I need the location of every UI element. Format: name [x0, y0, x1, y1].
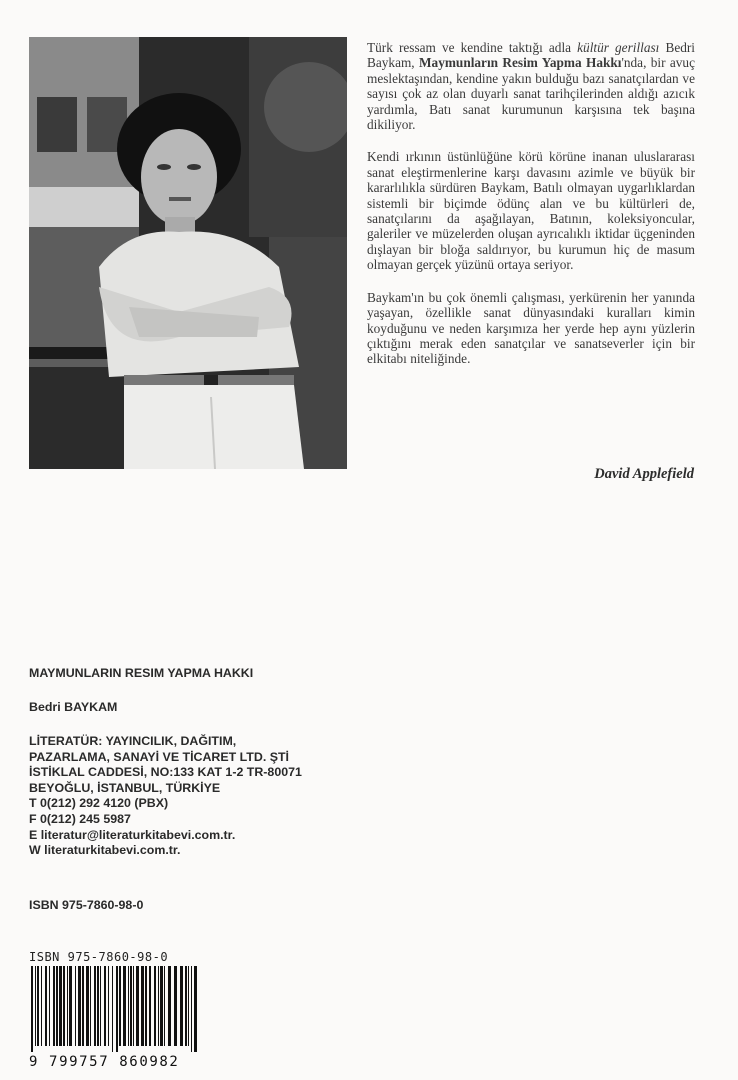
- publisher-line: PAZARLAMA, SANAYİ VE TİCARET LTD. ŞTİ: [29, 749, 289, 764]
- barcode-bar: [41, 966, 42, 1046]
- barcode-bar: [53, 966, 55, 1046]
- barcode-bar: [100, 966, 101, 1046]
- blurb-book-title: Maymunların Resim Yapma Hakkı: [419, 55, 622, 71]
- publisher-line: İSTİKLAL CADDESİ, NO:133 KAT 1-2 TR-80071: [29, 765, 302, 780]
- barcode-isbn-text: ISBN 975-7860-98-0: [29, 950, 169, 964]
- barcode-bar: [45, 966, 47, 1046]
- barcode-bar: [130, 966, 132, 1046]
- isbn-number: ISBN 975-7860-98-0: [29, 898, 144, 912]
- publisher-fax: F 0(212) 245 5987: [29, 811, 131, 826]
- publisher-line: BEYOĞLU, İSTANBUL, TÜRKİYE: [29, 780, 221, 795]
- barcode-bar: [116, 966, 118, 1052]
- barcode-bar: [119, 966, 121, 1046]
- barcode-bar: [185, 966, 187, 1046]
- barcode-bar: [67, 966, 68, 1046]
- barcode-bar: [59, 966, 62, 1046]
- barcode-bar: [31, 966, 33, 1052]
- imprint-author: Bedri BAYKAM: [29, 700, 118, 714]
- barcode-bar: [69, 966, 72, 1046]
- barcode-bar: [37, 966, 39, 1046]
- barcode-bar: [191, 966, 192, 1052]
- blurb-paragraph-1: [367, 40, 695, 132]
- barcode-bar: [136, 966, 139, 1046]
- author-photo: [29, 37, 347, 469]
- barcode-bar: [194, 966, 197, 1052]
- barcode-bar: [90, 966, 91, 1046]
- publisher-info: [29, 734, 302, 859]
- barcode-bar: [104, 966, 106, 1046]
- publisher-website: W literaturkitabevi.com.tr.: [29, 843, 181, 858]
- back-cover-blurb: [367, 40, 695, 384]
- publisher-email: E literatur@literaturkitabevi.com.tr.: [29, 827, 236, 842]
- barcode-bar: [188, 966, 189, 1046]
- publisher-line: LİTERATÜR: YAYINCILIK, DAĞITIM,: [29, 734, 237, 748]
- barcode-bar: [78, 966, 81, 1046]
- blurb-text: 'nda, bir avuç meslektaşından, kendine yakın bulduğu bazı sanatçılardan ve sayısı çok az olan duyarlı sanat tarihçilerinden aldığı azıcık yardımla, Batı sanat kurumunun karşısına tek başına dikiliyor.: [367, 55, 695, 133]
- blurb-paragraph-3: Baykam'ın bu çok önemli çalışması, yerkürenin her yanında yaşayan, özellikle sanat dünyasındaki kuralları kimin koyduğunu ve neden karşımıza her yerde hep aynı yüzlerin çıktığını merak eden sanatçılar ve sanatseverler için bir elkitabı niteliğinde.: [367, 289, 695, 367]
- blurb-paragraph-2: Kendi ırkının üstünlüğüne körü körüne inanan uluslararası sanat eleştirmenlerine karşı davasını azimle ve büyük bir kararlılıkla sürdüren Baykam, Batılı olmayan uygarlıklardan sistemli bir biçimde ödünç alan ve bu kültürleri de, sanatçılarını da aşağılayan, Batının, koleksiyoncular, galeriler ve müzelerden oluşan ayrıcalıklı iktidar üçgeninden dışlayan bir bloğa saldırıyor, bu kurumun hiç de masum olmayan gerçek yüzünü ortaya seriyor.: [367, 149, 695, 273]
- barcode-bar: [158, 966, 159, 1046]
- barcode-bar: [149, 966, 151, 1046]
- blurb-text: Türk ressam ve kendine taktığı adla: [367, 40, 578, 55]
- barcode-bar: [160, 966, 163, 1046]
- barcode-bar: [145, 966, 147, 1046]
- imprint-book-title: MAYMUNLARIN RESIM YAPMA HAKKI: [29, 666, 254, 680]
- barcode-bar: [168, 966, 171, 1046]
- barcode-digits: 9 799757 860982: [29, 1054, 180, 1070]
- barcode-bar: [133, 966, 134, 1046]
- barcode-bar: [112, 966, 113, 1052]
- barcode-bar: [174, 966, 177, 1046]
- barcode-bar: [180, 966, 183, 1046]
- isbn-barcode: [29, 950, 199, 1072]
- barcode-bar: [154, 966, 156, 1046]
- barcode-bars: [29, 966, 199, 1052]
- barcode-bar: [56, 966, 58, 1046]
- barcode-bar: [35, 966, 36, 1046]
- barcode-bar: [123, 966, 126, 1046]
- barcode-bar: [75, 966, 76, 1046]
- blurb-signature: David Applefield: [594, 466, 694, 482]
- barcode-bar: [97, 966, 99, 1046]
- blurb-italic-phrase: kültür gerillası: [577, 40, 660, 55]
- blurb-text: Bedri Baykam,: [367, 40, 696, 71]
- barcode-bar: [82, 966, 84, 1046]
- barcode-bar: [94, 966, 96, 1046]
- barcode-bar: [164, 966, 165, 1046]
- barcode-bar: [63, 966, 65, 1046]
- barcode-bar: [49, 966, 50, 1046]
- publisher-phone: T 0(212) 292 4120 (PBX): [29, 796, 169, 811]
- barcode-bar: [128, 966, 129, 1046]
- barcode-bar: [141, 966, 144, 1046]
- barcode-bar: [86, 966, 89, 1046]
- barcode-bar: [108, 966, 109, 1046]
